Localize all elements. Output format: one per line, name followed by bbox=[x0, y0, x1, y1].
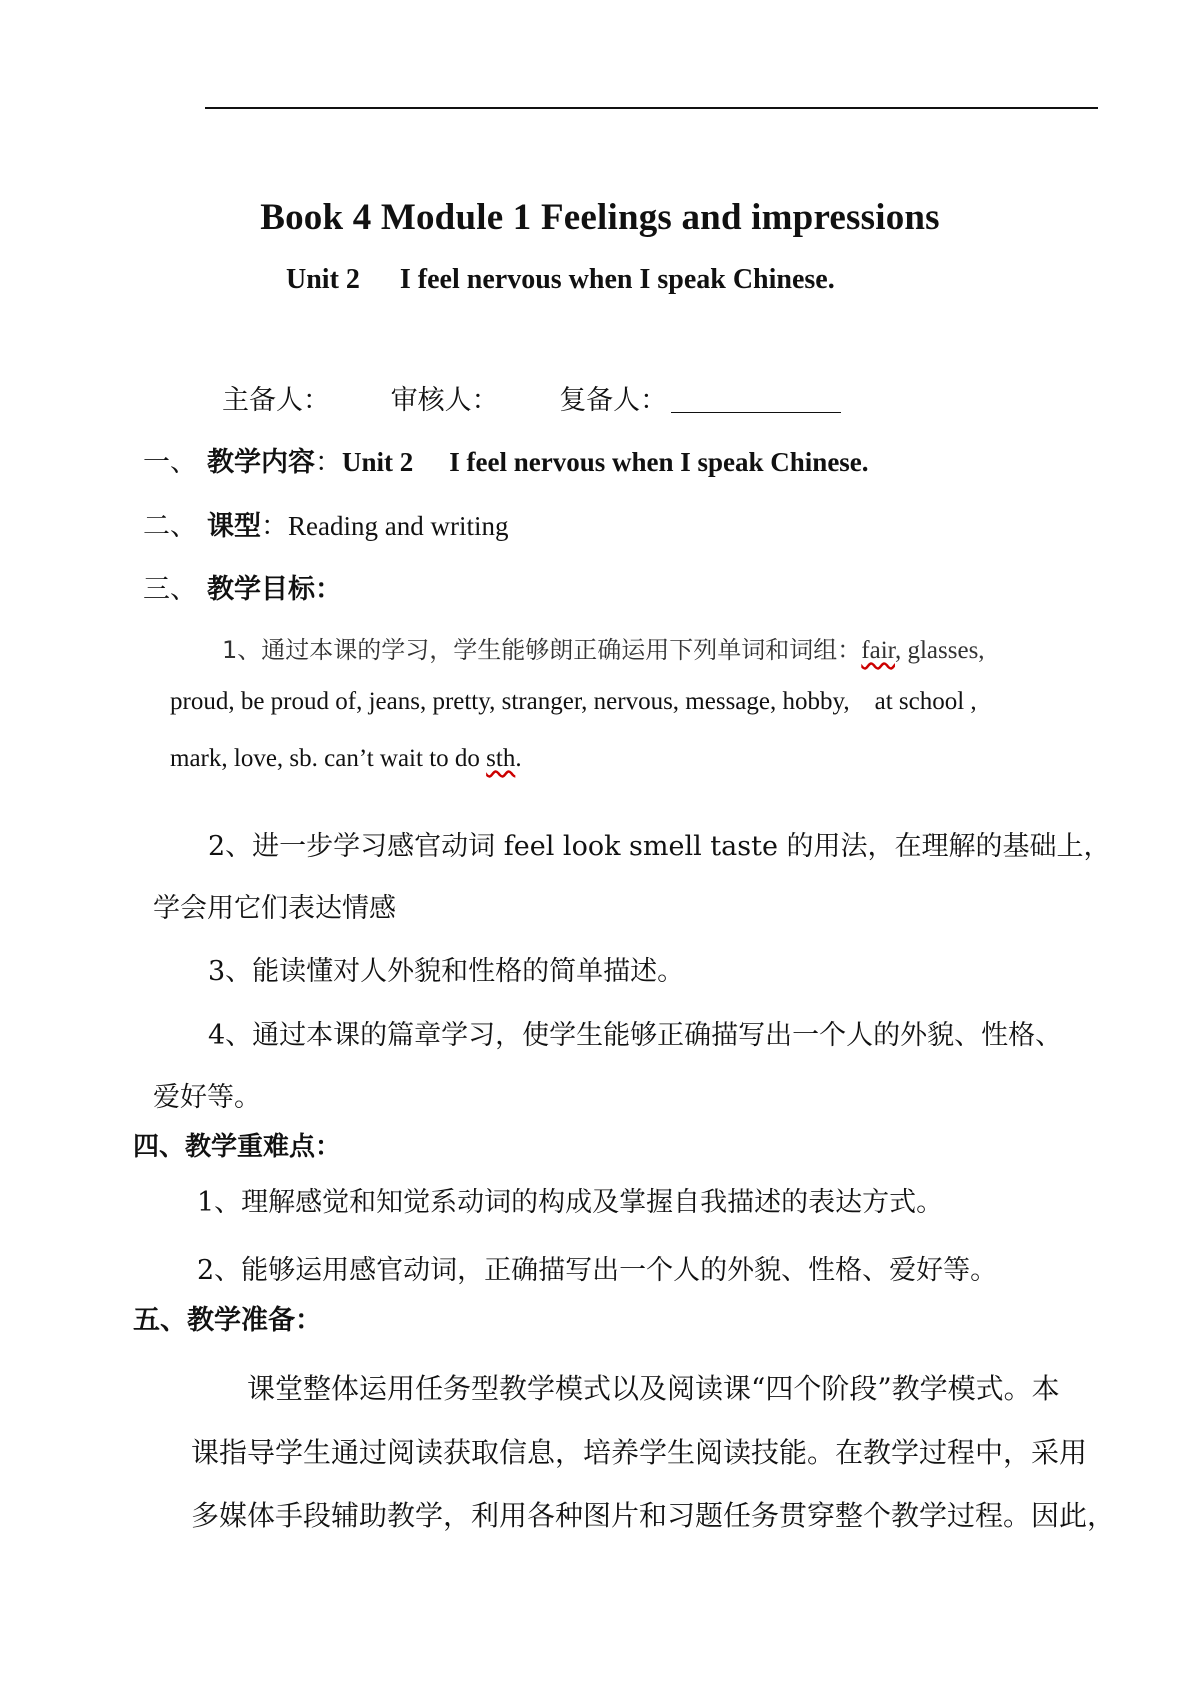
section-label: 教学目标： bbox=[207, 574, 342, 605]
unit-title: I feel nervous when I speak Chinese. bbox=[399, 264, 835, 295]
section-content: I feel nervous when I speak Chinese. bbox=[449, 447, 869, 477]
document-title: Book 4 Module 1 Feelings and impressions bbox=[260, 197, 940, 238]
section-objectives bbox=[143, 567, 342, 606]
section-number: 二、 bbox=[143, 511, 197, 542]
section-number: 一、 bbox=[143, 447, 197, 478]
objective-4-line-1: 4、通过本课的篇章学习，使学生能够正确描写出一个人的外貌、性格、 bbox=[208, 1020, 1063, 1051]
word-list-start: , glasses, bbox=[894, 637, 985, 664]
objective-1-line-1 bbox=[222, 630, 985, 665]
section-label: 教学内容 bbox=[207, 447, 315, 478]
preparation-line-3: 多媒体手段辅助教学，利用各种图片和习题任务贯穿整个教学过程。因此， bbox=[191, 1499, 1116, 1532]
section-lesson-type bbox=[143, 504, 508, 543]
unit-label: Unit 2 bbox=[286, 264, 360, 295]
reviewer-label: 审核人： bbox=[390, 385, 499, 416]
section-key-points: 四、教学重难点： bbox=[133, 1132, 342, 1162]
section-content: Reading and writing bbox=[288, 511, 509, 541]
key-point-2: 2、能够运用感官动词，正确描写出一个人的外貌、性格、爱好等。 bbox=[197, 1255, 998, 1286]
unit-subtitle bbox=[286, 264, 835, 296]
preparation-line-2: 课指导学生通过阅读获取信息，培养学生阅读技能。在教学过程中，采用 bbox=[191, 1436, 1088, 1469]
objective-3: 3、能读懂对人外貌和性格的简单描述。 bbox=[208, 956, 685, 987]
co-preparer-blank bbox=[671, 386, 841, 413]
period: . bbox=[515, 745, 522, 772]
objective-4-line-2: 爱好等。 bbox=[153, 1082, 261, 1113]
objective-2-line-2: 学会用它们表达情感 bbox=[153, 893, 396, 924]
unit-label: Unit 2 bbox=[342, 447, 414, 477]
section-colon: ： bbox=[261, 511, 288, 542]
main-preparer-label: 主备人： bbox=[222, 385, 330, 416]
section-number: 三、 bbox=[143, 574, 197, 605]
preparation-line-1: 课堂整体运用任务型教学模式以及阅读课“四个阶段”教学模式。本 bbox=[247, 1372, 1060, 1405]
preparer-line bbox=[222, 378, 841, 417]
objective-1-intro: 1、通过本课的学习，学生能够朗正确运用下列单词和词组： bbox=[222, 636, 862, 664]
objective-1-line-3 bbox=[170, 745, 522, 773]
section-preparation: 五、教学准备： bbox=[133, 1305, 322, 1336]
word-sth: sth bbox=[486, 745, 516, 772]
objective-2-line-1: 2、进一步学习感官动词 feel look smell taste 的用法，在理解的基础上， bbox=[208, 831, 1111, 862]
header-rule bbox=[205, 107, 1098, 109]
word-list-end: mark, love, sb. can’t wait to do bbox=[170, 745, 487, 772]
section-colon: ： bbox=[315, 447, 342, 478]
section-label: 课型 bbox=[207, 511, 261, 542]
key-point-1: 1、理解感觉和知觉系动词的构成及掌握自我描述的表达方式。 bbox=[197, 1187, 944, 1218]
co-preparer-label: 复备人： bbox=[559, 385, 668, 416]
objective-1-line-2: proud, be proud of, jeans, pretty, stranger, nervous, message, hobby, at school , bbox=[170, 688, 977, 715]
word-fair: fair bbox=[861, 637, 895, 664]
section-teaching-content bbox=[143, 440, 869, 479]
